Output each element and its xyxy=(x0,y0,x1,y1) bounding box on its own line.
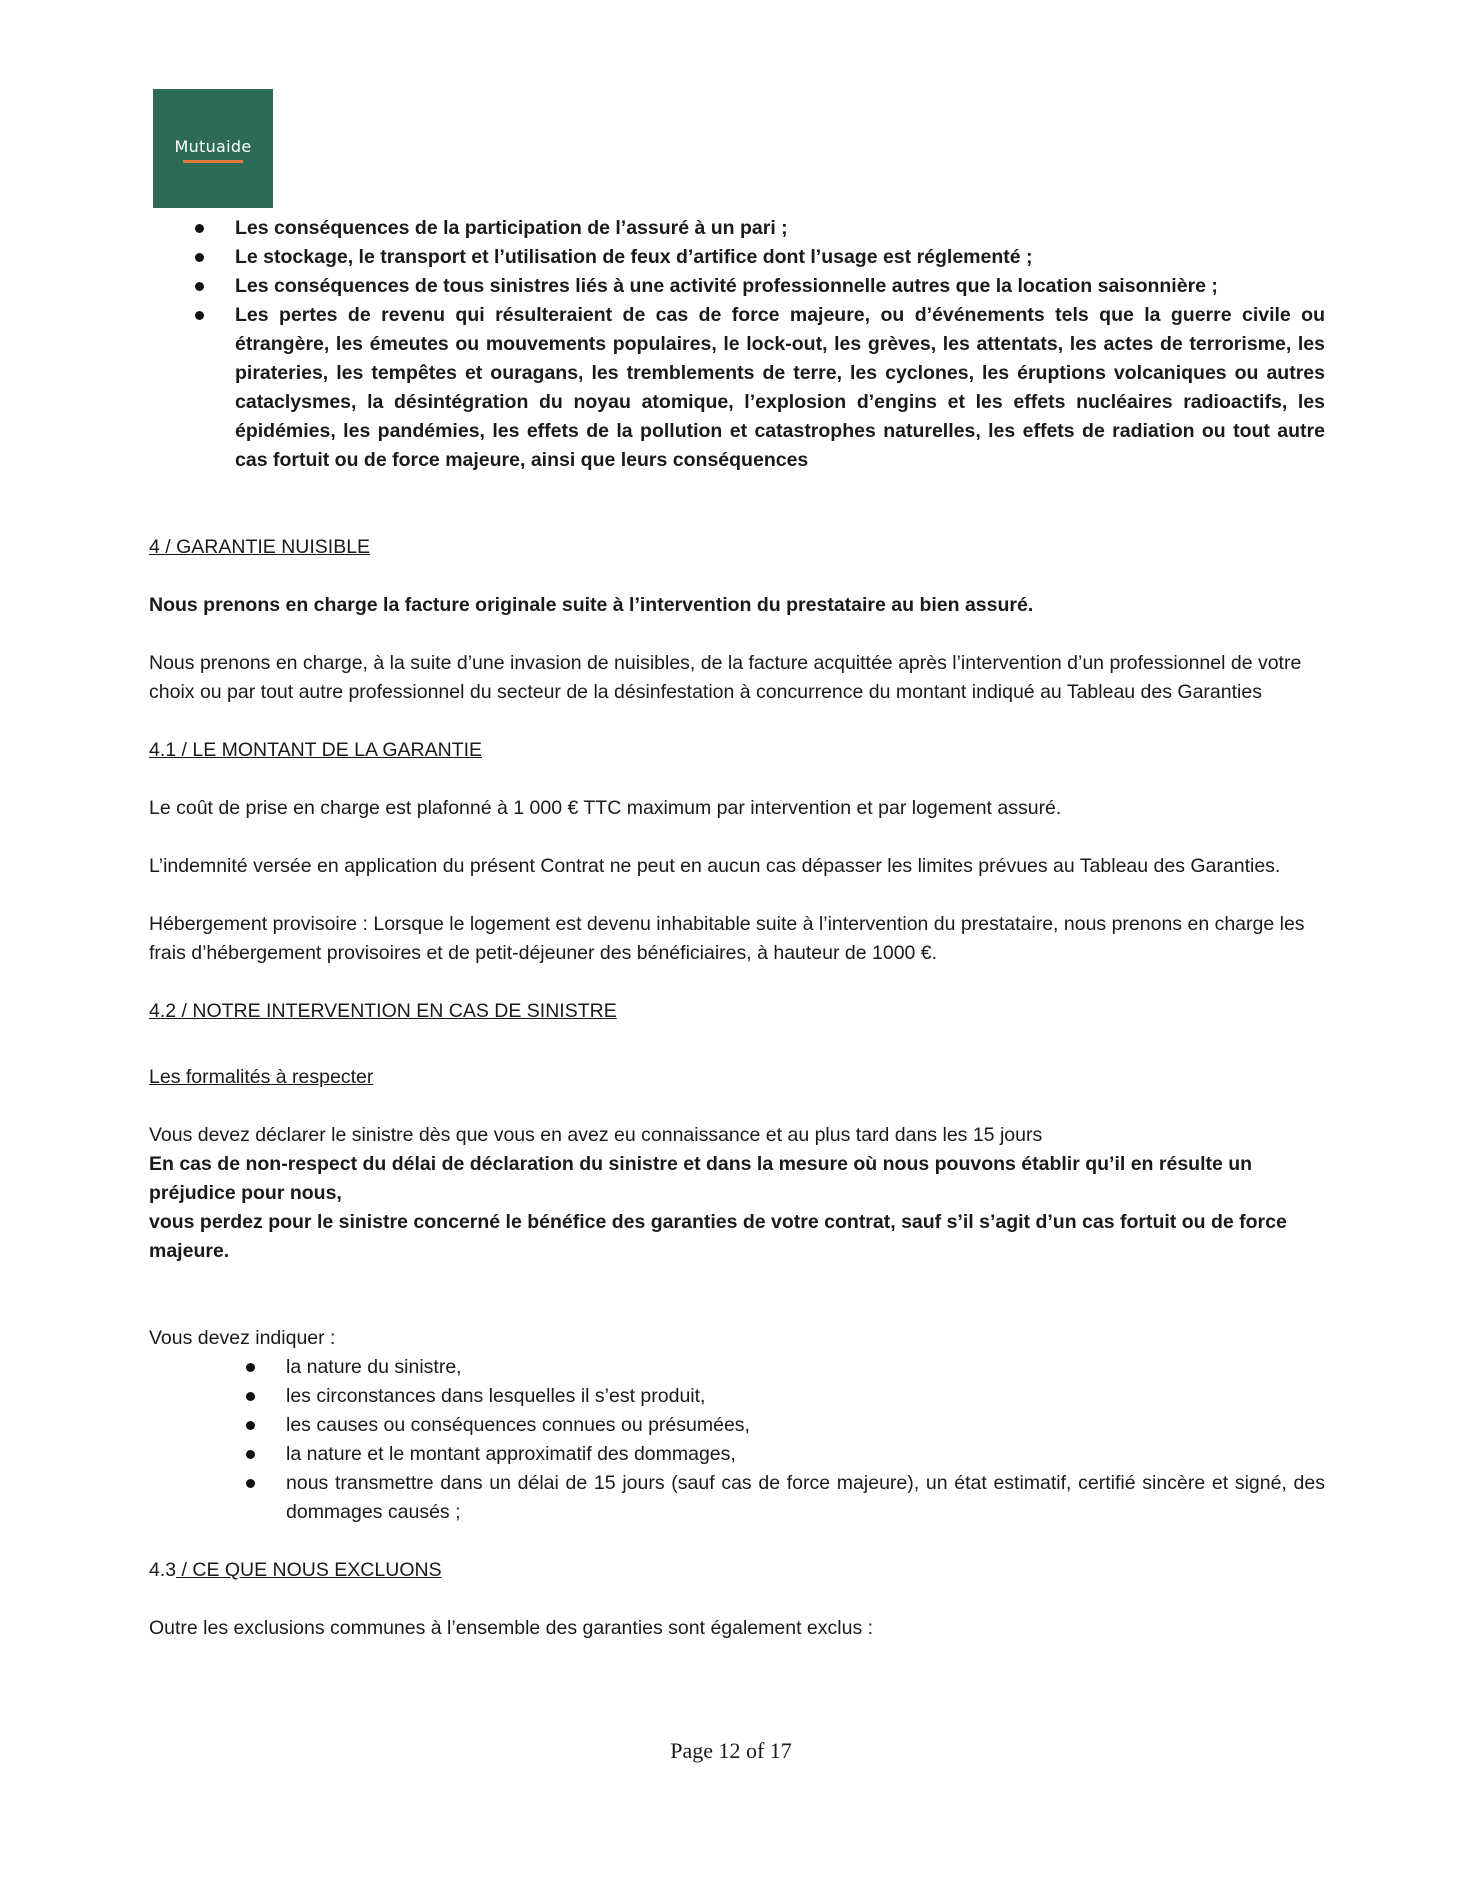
section-4-1-paragraph-3: Hébergement provisoire : Lorsque le logement est devenu inhabitable suite à l’intervention du prestataire, nous prenons en charge les frais d’hébergement provisoires et de petit-déjeuner des bénéficiaires, à hauteur de 1000 €. xyxy=(149,913,1305,964)
section-4-3-title: / CE QUE NOUS EXCLUONS xyxy=(176,1559,442,1581)
section-4-2-bold-1: En cas de non-respect du délai de déclaration du sinistre et dans la mesure où nous pouvons établir qu’il en résulte un préjudice pour nous, xyxy=(149,1153,1253,1204)
indicate-list xyxy=(149,1353,1325,1527)
list-item: la nature du sinistre, xyxy=(286,1353,1325,1382)
mutuaide-logo xyxy=(153,89,273,208)
section-4-intro-bold: Nous prenons en charge la facture originale suite à l’intervention du prestataire au bien assuré. xyxy=(149,594,1034,616)
list-item: Les conséquences de tous sinistres liés à une activité professionnelle autres que la location saisonnière ; xyxy=(235,272,1325,301)
indicate-label: Vous devez indiquer : xyxy=(149,1327,336,1349)
list-item: nous transmettre dans un délai de 15 jours (sauf cas de force majeure), un état estimatif, certifié sincère et signé, des dommages causés ; xyxy=(286,1469,1325,1527)
logo-text: Mutuaide xyxy=(174,137,252,156)
page-content xyxy=(149,214,1325,1643)
bullet-icon xyxy=(246,1392,255,1401)
list-item: la nature et le montant approximatif des dommages, xyxy=(286,1440,1325,1469)
bullet-icon xyxy=(246,1450,255,1459)
list-item: Le stockage, le transport et l’utilisation de feux d’artifice dont l’usage est réglementé ; xyxy=(235,243,1325,272)
section-4-2-heading: 4.2 / NOTRE INTERVENTION EN CAS DE SINISTRE xyxy=(149,1000,617,1022)
bullet-icon xyxy=(195,224,204,233)
bullet-icon xyxy=(246,1421,255,1430)
section-4-1-paragraph-1: Le coût de prise en charge est plafonné à 1 000 € TTC maximum par intervention et par logement assuré. xyxy=(149,797,1062,819)
list-item: Les conséquences de la participation de l’assuré à un pari ; xyxy=(235,214,1325,243)
bullet-icon xyxy=(195,311,204,320)
list-item: les circonstances dans lesquelles il s’est produit, xyxy=(286,1382,1325,1411)
section-4-2-paragraph-1: Vous devez déclarer le sinistre dès que vous en avez eu connaissance et au plus tard dans les 15 jours xyxy=(149,1124,1043,1146)
bullet-icon xyxy=(246,1479,255,1488)
list-item: Les pertes de revenu qui résulteraient de cas de force majeure, ou d’événements tels que la guerre civile ou étrangère, les émeutes ou mouvements populaires, le lock-out, les grèves, les attentats, les actes de terrorisme, les pirateries, les tempêtes et ouragans, les tremblements de terre, les cyclones, les éruptions volcaniques ou autres cataclysmes, la désintégration du noyau atomique, l’explosion d’engins et les effets nucléaires radioactifs, les épidémies, les pandémies, les effets de la pollution et catastrophes naturelles, les effets de radiation ou tout autre cas fortuit ou de force majeure, ainsi que leurs conséquences xyxy=(235,301,1325,475)
bullet-icon xyxy=(195,282,204,291)
bullet-icon xyxy=(246,1363,255,1372)
list-item: les causes ou conséquences connues ou présumées, xyxy=(286,1411,1325,1440)
section-4-heading: 4 / GARANTIE NUISIBLE xyxy=(149,536,371,558)
section-4-1-heading: 4.1 / LE MONTANT DE LA GARANTIE xyxy=(149,739,483,761)
section-4-2-bold-2: vous perdez pour le sinistre concerné le bénéfice des garanties de votre contrat, sauf s’il s’agit d’un cas fortuit ou de force majeure. xyxy=(149,1211,1287,1262)
section-4-2-subheading: Les formalités à respecter xyxy=(149,1066,374,1088)
bullet-icon xyxy=(195,253,204,262)
exclusions-list xyxy=(149,214,1325,475)
section-4-1-paragraph-2: L’indemnité versée en application du présent Contrat ne peut en aucun cas dépasser les limites prévues au Tableau des Garanties. xyxy=(149,855,1281,877)
section-4-3-paragraph-1: Outre les exclusions communes à l’ensemble des garanties sont également exclus : xyxy=(149,1617,874,1639)
section-4-intro: Nous prenons en charge, à la suite d’une invasion de nuisibles, de la facture acquittée après l’intervention d’un professionnel de votre choix ou par tout autre professionnel du secteur de la désinfestation à concurrence du montant indiqué au Tableau des Garanties xyxy=(149,652,1302,703)
logo-underline xyxy=(183,160,243,163)
page-number: Page 12 of 17 xyxy=(670,1738,792,1763)
section-4-3-heading xyxy=(149,1556,1325,1585)
section-4-3-number: 4.3 xyxy=(149,1559,177,1581)
